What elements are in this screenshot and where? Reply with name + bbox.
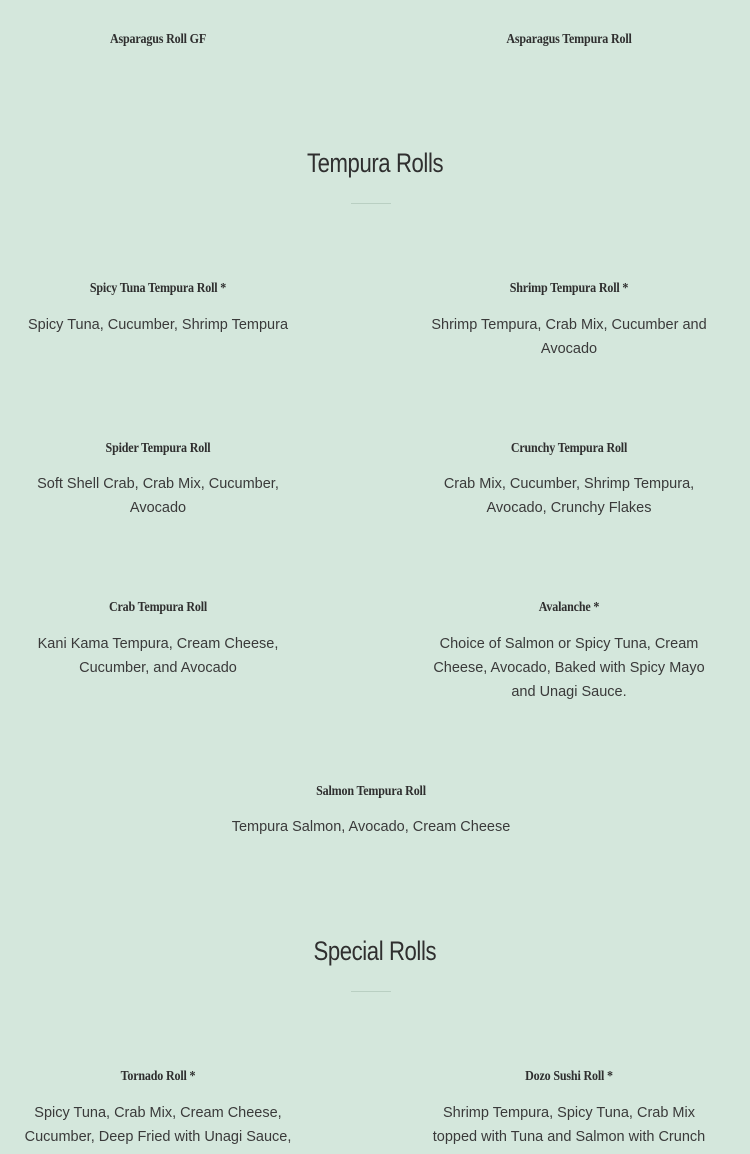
menu-item-name: Avalanche * — [538, 600, 600, 615]
section-title-text: Tempura Rolls — [306, 148, 444, 178]
menu-item-description: Soft Shell Crab, Crab Mix, Cucumber, Avocado — [37, 476, 279, 516]
menu-item-name: Crab Tempura Roll — [108, 600, 208, 615]
menu-item-name: Spider Tempura Roll — [105, 441, 211, 456]
section-title-text: Special Rolls — [313, 936, 437, 966]
menu-item-name: Asparagus Tempura Roll — [506, 32, 632, 47]
menu-item-name: Asparagus Roll GF — [109, 32, 207, 47]
menu-item-description: Kani Kama Tempura, Cream Cheese, Cucumber, and Avocado — [37, 636, 279, 676]
menu-item-description: Shrimp Tempura, Spicy Tuna, Crab Mix topped with Tuna and Salmon with Crunch — [432, 1105, 706, 1145]
section-title-special — [0, 936, 750, 967]
menu-item-description: Tempura Salmon, Avocado, Cream Cheese — [231, 819, 511, 835]
menu-item-name: Spicy Tuna Tempura Roll * — [89, 281, 227, 296]
menu-item-description: Spicy Tuna, Cucumber, Shrimp Tempura — [27, 317, 289, 333]
section-title-tempura — [0, 148, 750, 179]
menu-item-name: Salmon Tempura Roll — [316, 784, 426, 799]
menu-item-name: Tornado Roll * — [120, 1069, 196, 1084]
section-divider — [351, 203, 391, 204]
menu-item-description: Spicy Tuna, Crab Mix, Cream Cheese, Cucumber, Deep Fried with Unagi Sauce, — [24, 1105, 292, 1145]
menu-item-name: Crunchy Tempura Roll — [510, 441, 628, 456]
menu-item-description: Shrimp Tempura, Crab Mix, Cucumber and Avocado — [431, 317, 707, 357]
menu-item-name: Dozo Sushi Roll * — [525, 1069, 613, 1084]
menu-item-name: Shrimp Tempura Roll * — [509, 281, 629, 296]
section-divider — [351, 991, 391, 992]
menu-item-description: Choice of Salmon or Spicy Tuna, Cream Cheese, Avocado, Baked with Spicy Mayo and Unagi Sauce. — [433, 636, 705, 700]
menu-item-description: Crab Mix, Cucumber, Shrimp Tempura, Avocado, Crunchy Flakes — [443, 476, 695, 516]
